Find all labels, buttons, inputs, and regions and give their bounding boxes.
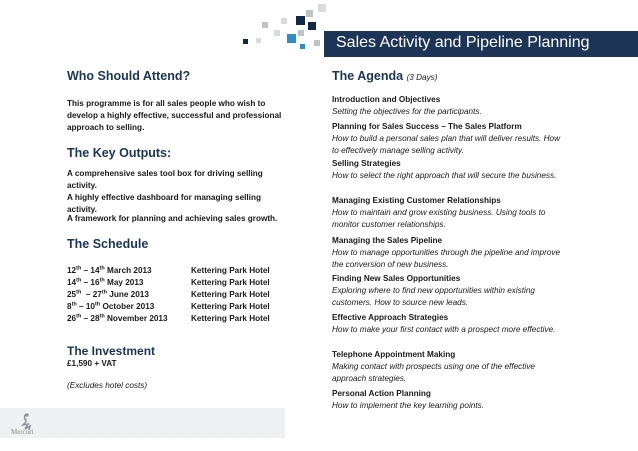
agenda-item: Managing Existing Customer Relationships How to maintain and grow existing business. Using tools to monitor customer relationships. bbox=[332, 196, 546, 229]
page-title: Sales Activity and Pipeline Planning bbox=[336, 34, 590, 51]
outputs-heading: The Key Outputs: bbox=[67, 146, 172, 160]
agenda-item: Telephone Appointment Making Making contact with prospects using one of the effective approach strategies. bbox=[332, 350, 535, 383]
venue: Kettering Park Hotel bbox=[191, 278, 270, 287]
venue: Kettering Park Hotel bbox=[191, 266, 270, 275]
price: £1,590 + VAT bbox=[67, 359, 117, 368]
who-heading: Who Should Attend? bbox=[67, 69, 191, 83]
logo-text: Mercuri bbox=[11, 428, 34, 436]
agenda-item: Introduction and Objectives Setting the objectives for the participants. bbox=[332, 95, 482, 116]
agenda-duration: (3 Days) bbox=[406, 73, 438, 82]
price-note: (Excludes hotel costs) bbox=[67, 381, 148, 390]
title-banner bbox=[324, 31, 638, 57]
output-item: A highly effective dashboard for managing selling activity. bbox=[67, 193, 261, 214]
investment-heading: The Investment bbox=[67, 344, 156, 358]
agenda-item: Finding New Sales Opportunities Exploring where to find new opportunities within existing customers. How to source new leads. bbox=[332, 274, 535, 307]
agenda-item: Managing the Sales Pipeline How to manage opportunities through the pipeline and improve the conversion of new business. bbox=[332, 236, 561, 269]
venue: Kettering Park Hotel bbox=[191, 302, 270, 311]
footer-bar bbox=[0, 408, 285, 438]
venue: Kettering Park Hotel bbox=[191, 290, 270, 299]
venue: Kettering Park Hotel bbox=[191, 314, 270, 323]
agenda-item: Personal Action Planning How to implement the key learning points. bbox=[332, 389, 485, 410]
who-text: This programme is for all sales people who wish to develop a highly effective, successful and professional approach to selling. bbox=[67, 99, 282, 132]
agenda-item: Effective Approach Strategies How to make your first contact with a prospect more effective. bbox=[332, 313, 556, 334]
agenda-item: Planning for Sales Success – The Sales Platform How to build a personal sales plan that will deliver results. How to effectively manage selling activity. bbox=[332, 122, 560, 155]
schedule-heading: The Schedule bbox=[67, 237, 149, 251]
output-item: A framework for planning and achieving sales growth. bbox=[67, 214, 278, 223]
agenda-heading: The Agenda (3 Days) bbox=[332, 69, 438, 83]
agenda-item: Selling Strategies How to select the right approach that will secure the business. bbox=[332, 159, 557, 180]
brochure-page: Sales Activity and Pipeline Planning Who Should Attend? This programme is for all sales people who wish to develop a highly effective, successful and professional approach to selling. The Key Outputs: A comprehensive sales tool box for driving selling activity. A highly effective dashboard for managing selling activity. A framework for planning and achieving sales growth. The Schedule 12th – 14th March 2013 Kettering Park Hotel 14th – 16th May 2013 Kettering Park Hotel 25th – 27th June 2013 Kettering Park Hotel 8th – 10th October 2013 Kettering Park Hotel 26th – 28th November 2013 Kettering Park Hotel The Investment £1,590 + VAT (Excludes hotel costs) The Agenda (3 Days) Introduction and Objectives Setting the objectives for the participants. Planning for Sales Success – The Sales Platform How to build a personal sales plan that will deliver results. How to effectively manage selling activity. Selling Strategies How to select the right approach that will secure the business. Managing Existing Customer Relationships How to maintain and grow existing business. Using tools to monitor customer relationships. Managing the Sales Pipeline How to manage opportunities through the pipeline and improve the conversion of new business. Finding New Sales Opportunities Exploring where to find new opportunities within existing customers. How to source new leads. Effective Approach Strategies How to make your first contact with a prospect more effective. Telephone Appointment Making Making contact with prospects using one of the effective approach strategies. Personal Action Planning How to implement the key learning points. Mercuri bbox=[0, 0, 638, 451]
output-item: A comprehensive sales tool box for driving selling activity. bbox=[67, 169, 263, 190]
